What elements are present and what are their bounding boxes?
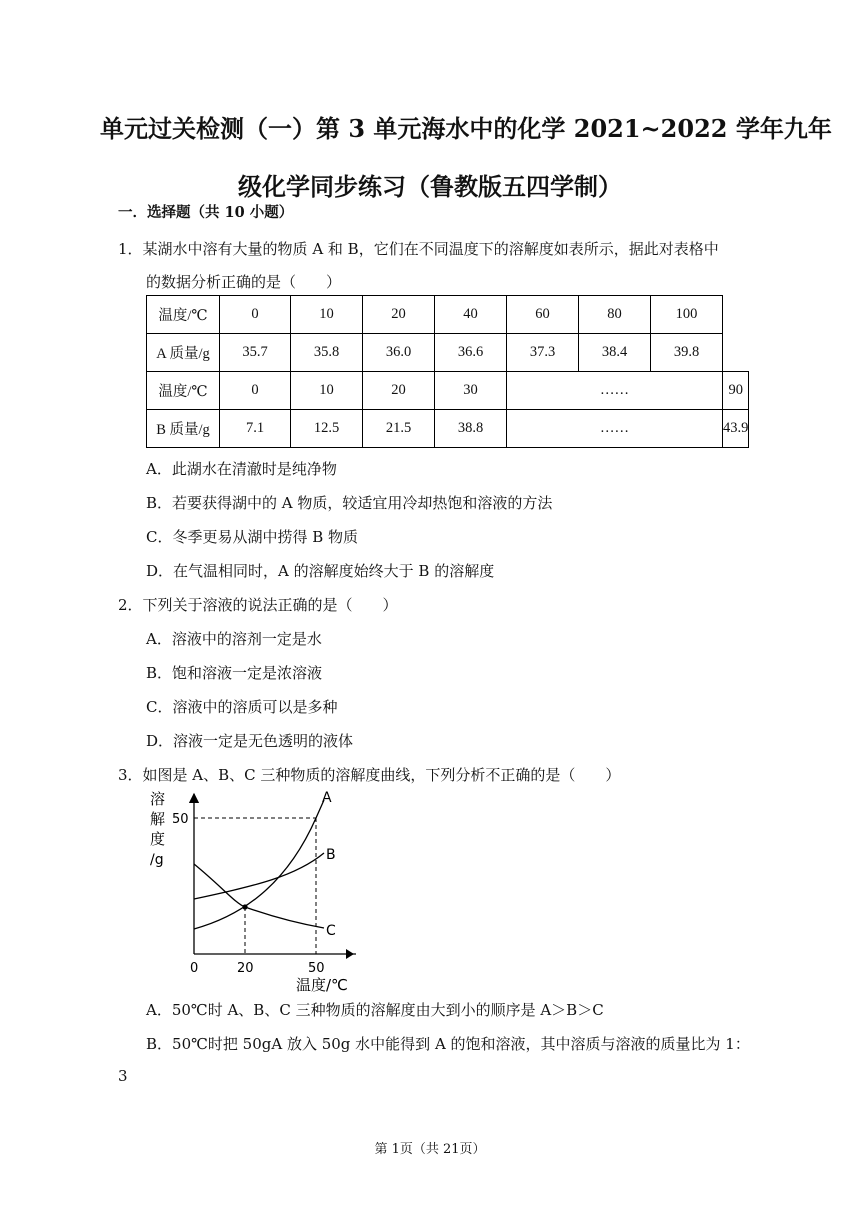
table-cell: 12.5 [291,410,363,448]
table-row [147,296,749,334]
table-cell: 100 [651,296,723,334]
table-cell: 38.8 [435,410,507,448]
q2-option-d: D．溶液一定是无色透明的液体 [146,732,354,750]
table-cell: 10 [291,296,363,334]
table-cell: 40 [435,296,507,334]
table-cell: 温度/℃ [147,372,220,410]
q1-option-b: B．若要获得湖中的 A 物质，较适宜用冷却热饱和溶液的方法 [146,494,553,512]
table-cell: 38.4 [579,334,651,372]
q2-stem: 2．下列关于溶液的说法正确的是（ ） [118,596,398,614]
y-tick-label: 50 [172,812,189,827]
table-cell: 7.1 [220,410,291,448]
table-cell: 0 [220,372,291,410]
x-axis-label: 温度/℃ [296,976,348,992]
table-cell: …… [507,410,723,448]
y-axis-label-char: /g [150,852,164,868]
curve-a [194,800,324,929]
q3-option-a: A．50℃时 A、B、C 三种物质的溶解度由大到小的顺序是 A＞B＞C [146,1001,604,1019]
table-cell: 36.0 [363,334,435,372]
table-cell: 80 [579,296,651,334]
q2-option-c: C．溶液中的溶质可以是多种 [146,698,338,716]
table-cell: 温度/℃ [147,296,220,334]
x-tick-label: 50 [308,961,325,976]
title-line-1: 单元过关检测（一）第 3 单元海水中的化学 2021~2022 学年九年 [100,114,832,143]
curve-label-b: B [326,847,336,863]
q1-option-c: C．冬季更易从湖中捞得 B 物质 [146,528,359,546]
table-cell: 35.8 [291,334,363,372]
table-cell: 30 [435,372,507,410]
x-axis-arrow [346,949,354,959]
table-cell: 36.6 [435,334,507,372]
table-cell: 10 [291,372,363,410]
intersection-point [242,904,247,909]
table-cell: 60 [507,296,579,334]
page-footer: 第 1页（共 21页） [374,1142,486,1157]
table-cell: 0 [220,296,291,334]
x-tick-label: 0 [190,961,199,976]
table-row [147,410,749,448]
table-row [147,372,749,410]
title-line-2: 级化学同步练习（鲁教版五四学制） [238,172,622,201]
table-cell: …… [507,372,723,410]
table-cell: 20 [363,296,435,334]
y-axis-label-char: 解 [150,810,166,828]
curve-label-a: A [322,790,332,806]
y-axis-label-char: 溶 [150,790,166,808]
document-title [100,100,832,216]
table-cell: 20 [363,372,435,410]
table-cell: 37.3 [507,334,579,372]
solubility-curve-graph [146,786,356,992]
y-axis-label-char: 度 [150,830,166,848]
curve-label-c: C [326,923,336,939]
table-cell: 39.8 [651,334,723,372]
q3-option-b-continued: 3 [118,1067,128,1085]
q1-stem-line-2: 的数据分析正确的是（ ） [146,273,342,291]
table-row [147,334,749,372]
q3-stem: 3．如图是 A、B、C 三种物质的溶解度曲线，下列分析不正确的是（ ） [118,766,621,784]
section-heading: 一．选择题（共 10 小题） [118,204,294,221]
table-cell: 35.7 [220,334,291,372]
table-cell: A 质量/g [147,334,220,372]
table-cell: 21.5 [363,410,435,448]
q3-option-b: B．50℃时把 50gA 放入 50g 水中能得到 A 的饱和溶液，其中溶质与溶液的质量比为 1： [146,1035,750,1053]
table-cell: 43.9 [723,410,749,448]
q1-option-a: A．此湖水在清澈时是纯净物 [146,460,337,478]
table-cell: 90 [723,372,749,410]
x-tick-label: 20 [237,961,254,976]
curve-b [194,853,324,899]
q1-option-d: D．在气温相同时，A 的溶解度始终大于 B 的溶解度 [146,562,495,580]
table-cell: B 质量/g [147,410,220,448]
q2-option-b: B．饱和溶液一定是浓溶液 [146,664,323,682]
solubility-table [146,295,749,448]
q2-option-a: A．溶液中的溶剂一定是水 [146,630,322,648]
q1-stem-line-1: 1．某湖水中溶有大量的物质 A 和 B，它们在不同温度下的溶解度如表所示，据此对表格中 [118,240,719,258]
